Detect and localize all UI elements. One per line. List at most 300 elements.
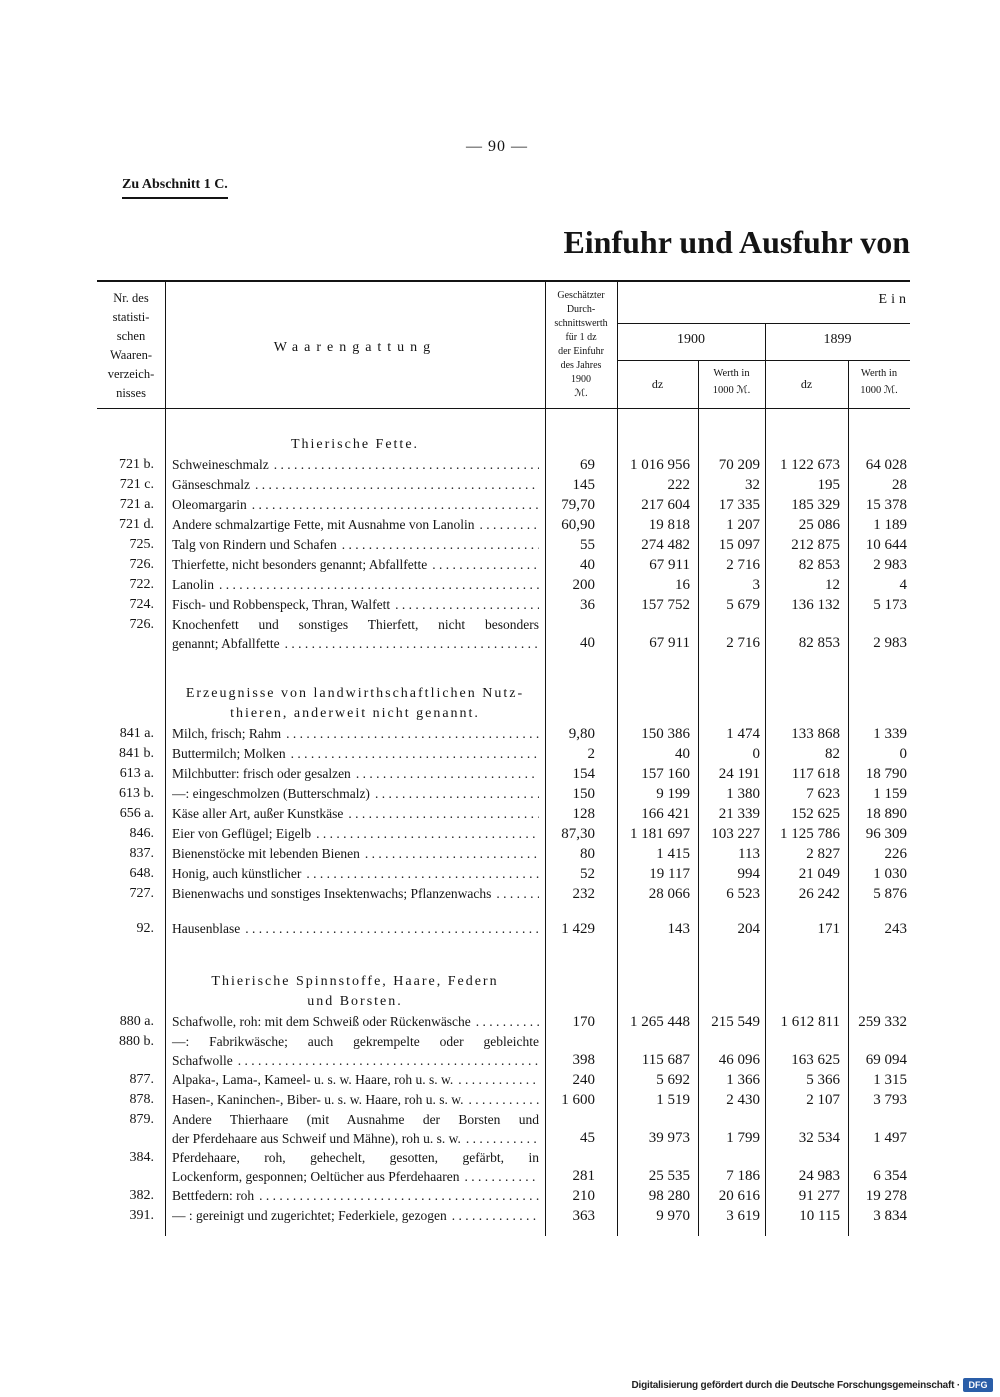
import-dz-1900: 67 911 bbox=[649, 557, 690, 573]
goods-description bbox=[165, 1012, 545, 1032]
header-year-1899: 1899 bbox=[823, 332, 852, 347]
dot-leader bbox=[343, 804, 539, 824]
import-dz-1899: 185 329 bbox=[791, 497, 840, 513]
goods-text: Fisch- und Robbenspeck, Thran, Walfett bbox=[172, 597, 391, 612]
group-header-rule bbox=[617, 323, 910, 324]
goods-description bbox=[165, 1186, 545, 1206]
dot-leader bbox=[280, 635, 539, 653]
dot-leader bbox=[301, 864, 539, 884]
table-row bbox=[97, 495, 910, 515]
goods-line bbox=[172, 864, 539, 884]
header-value-1899 bbox=[848, 365, 910, 399]
row-number: 721 a. bbox=[119, 497, 154, 512]
dot-leader bbox=[447, 1206, 539, 1226]
header-line: des Jahres bbox=[560, 360, 602, 371]
import-dz-1900: 25 535 bbox=[648, 1168, 690, 1184]
goods-text: — : gereinigt und zugerichtet; Federkiele, gezogen bbox=[172, 1208, 447, 1223]
goods-description bbox=[165, 1070, 545, 1090]
dot-leader bbox=[233, 1052, 539, 1070]
goods-text: Milchbutter: frisch oder gesalzen bbox=[172, 766, 351, 781]
table-row bbox=[97, 575, 910, 595]
table-row bbox=[97, 764, 910, 784]
row-number: 880 b. bbox=[119, 1034, 154, 1049]
import-dz-1900: 1 181 697 bbox=[630, 826, 690, 842]
avg-value-per-dz: 281 bbox=[572, 1168, 595, 1184]
import-value-1899: 226 bbox=[884, 846, 907, 862]
row-number: 841 a. bbox=[119, 726, 154, 741]
goods-text: Talg von Rindern und Schafen bbox=[172, 537, 337, 552]
goods-text: genannt; Abfallfette bbox=[172, 636, 280, 651]
table-row bbox=[97, 1090, 910, 1110]
avg-value-per-dz: 170 bbox=[572, 1014, 595, 1030]
import-dz-1899: 212 875 bbox=[791, 537, 840, 553]
import-dz-1899: 12 bbox=[825, 577, 840, 593]
import-value-1900: 24 191 bbox=[718, 766, 760, 782]
table-row bbox=[97, 535, 910, 555]
import-value-1900: 20 616 bbox=[718, 1188, 760, 1204]
goods-text: Oleomargarin bbox=[172, 497, 247, 512]
header-line: Waaren- bbox=[109, 348, 153, 362]
dot-leader bbox=[250, 475, 539, 495]
table-row bbox=[97, 615, 910, 653]
goods-description bbox=[165, 744, 545, 764]
import-value-1899: 10 644 bbox=[865, 537, 907, 553]
header-line: Durch- bbox=[566, 304, 596, 315]
import-dz-1900: 150 386 bbox=[641, 726, 690, 742]
import-dz-1900: 1 415 bbox=[656, 846, 690, 862]
dot-leader bbox=[370, 784, 539, 804]
import-dz-1900: 40 bbox=[675, 746, 690, 762]
goods-description bbox=[165, 535, 545, 555]
import-dz-1899: 1 122 673 bbox=[780, 457, 840, 473]
dot-leader bbox=[247, 495, 539, 515]
import-dz-1900: 67 911 bbox=[649, 635, 690, 651]
import-value-1899: 5 173 bbox=[873, 597, 907, 613]
import-value-1899: 2 983 bbox=[873, 635, 907, 651]
import-dz-1900: 98 280 bbox=[648, 1188, 690, 1204]
year-header-rule bbox=[617, 360, 910, 361]
goods-line bbox=[172, 1130, 539, 1148]
import-dz-1900: 39 973 bbox=[648, 1130, 690, 1146]
import-dz-1899: 82 bbox=[825, 746, 840, 762]
import-value-1900: 0 bbox=[752, 746, 760, 762]
table-row bbox=[97, 1206, 910, 1226]
header-line: 1900 bbox=[571, 374, 591, 385]
import-value-1899: 64 028 bbox=[865, 457, 907, 473]
goods-line bbox=[172, 764, 539, 784]
goods-description bbox=[165, 495, 545, 515]
import-value-1900: 994 bbox=[737, 866, 760, 882]
avg-value-per-dz: 232 bbox=[572, 886, 595, 902]
header-line: schen bbox=[116, 329, 146, 343]
goods-description bbox=[165, 575, 545, 595]
import-value-1900: 2 716 bbox=[726, 635, 760, 651]
goods-description bbox=[165, 844, 545, 864]
import-dz-1899: 1 612 811 bbox=[780, 1014, 840, 1030]
dot-leader bbox=[471, 1012, 539, 1032]
row-number: 726. bbox=[129, 557, 154, 572]
goods-description bbox=[165, 919, 545, 939]
goods-text: Käse aller Art, außer Kunstkäse bbox=[172, 806, 344, 821]
table-top-rule bbox=[97, 280, 910, 282]
row-number: 877. bbox=[129, 1072, 154, 1087]
table-row bbox=[97, 515, 910, 535]
import-value-1900: 3 619 bbox=[726, 1208, 760, 1224]
goods-description bbox=[165, 555, 545, 575]
table-row bbox=[97, 1032, 910, 1070]
table-row bbox=[97, 1110, 910, 1148]
goods-description bbox=[165, 515, 545, 535]
header-line: verzeich- bbox=[107, 367, 155, 381]
goods-description bbox=[165, 784, 545, 804]
import-value-1899: 1 159 bbox=[873, 786, 907, 802]
goods-line bbox=[172, 824, 539, 844]
section-title bbox=[165, 435, 545, 455]
row-number: 721 c. bbox=[119, 477, 154, 492]
header-line: Nr. des bbox=[113, 291, 149, 305]
goods-line bbox=[172, 455, 539, 475]
avg-value-per-dz: 55 bbox=[580, 537, 595, 553]
dot-leader bbox=[254, 1186, 539, 1206]
import-value-1899: 19 278 bbox=[865, 1188, 907, 1204]
row-number: 725. bbox=[129, 537, 154, 552]
goods-line bbox=[172, 744, 539, 764]
dot-leader bbox=[427, 555, 539, 575]
import-dz-1899: 32 534 bbox=[798, 1130, 840, 1146]
digitization-credit: Digitalisierung gefördert durch die Deutsche Forschungsgemeinschaft · bbox=[631, 1380, 960, 1391]
goods-text: Gänseschmalz bbox=[172, 477, 250, 492]
table-section bbox=[97, 684, 910, 904]
import-value-1900: 5 679 bbox=[726, 597, 760, 613]
goods-line bbox=[172, 1012, 539, 1032]
row-number: 726. bbox=[129, 617, 154, 632]
goods-line bbox=[172, 1186, 539, 1206]
dot-leader bbox=[460, 1168, 539, 1186]
import-dz-1899: 136 132 bbox=[791, 597, 840, 613]
import-value-1900: 2 716 bbox=[726, 557, 760, 573]
import-dz-1900: 9 199 bbox=[656, 786, 690, 802]
page-number: — 90 — bbox=[466, 138, 528, 155]
import-value-1899: 96 309 bbox=[865, 826, 907, 842]
import-dz-1899: 133 868 bbox=[791, 726, 840, 742]
goods-line bbox=[172, 1090, 539, 1110]
import-dz-1900: 9 970 bbox=[656, 1208, 690, 1224]
dot-leader bbox=[491, 884, 539, 904]
import-value-1899: 4 bbox=[899, 577, 907, 593]
import-value-1900: 32 bbox=[745, 477, 760, 493]
table-row bbox=[97, 844, 910, 864]
table-row bbox=[97, 1148, 910, 1186]
row-number: 613 b. bbox=[119, 786, 154, 801]
import-dz-1899: 152 625 bbox=[791, 806, 840, 822]
goods-line bbox=[172, 919, 539, 939]
import-value-1900: 1 380 bbox=[726, 786, 760, 802]
avg-value-per-dz: 45 bbox=[580, 1130, 595, 1146]
header-avg-value-column bbox=[545, 289, 617, 401]
goods-description bbox=[165, 475, 545, 495]
import-dz-1899: 82 853 bbox=[798, 635, 840, 651]
goods-line bbox=[172, 635, 539, 653]
table-row bbox=[97, 724, 910, 744]
page-title: Einfuhr und Ausfuhr von bbox=[563, 224, 910, 260]
goods-text: Honig, auch künstlicher bbox=[172, 866, 302, 881]
import-value-1899: 259 332 bbox=[858, 1014, 907, 1030]
import-value-1899: 1 189 bbox=[873, 517, 907, 533]
row-number: 656 a. bbox=[119, 806, 154, 821]
import-value-1899: 0 bbox=[899, 746, 907, 762]
import-dz-1900: 19 117 bbox=[649, 866, 690, 882]
import-value-1900: 15 097 bbox=[718, 537, 760, 553]
row-number: 721 d. bbox=[119, 517, 154, 532]
goods-description bbox=[165, 455, 545, 475]
import-dz-1899: 21 049 bbox=[798, 866, 840, 882]
table-row bbox=[97, 1186, 910, 1206]
goods-line bbox=[172, 515, 539, 535]
row-number: 648. bbox=[129, 866, 154, 881]
header-line: statisti- bbox=[112, 310, 150, 324]
goods-text: Hasen-, Kaninchen-, Biber- u. s. w. Haare, roh u. s. w. bbox=[172, 1092, 464, 1107]
dot-leader bbox=[475, 515, 539, 535]
goods-line bbox=[172, 1052, 539, 1070]
avg-value-per-dz: 210 bbox=[572, 1188, 595, 1204]
goods-text: Schweineschmalz bbox=[172, 457, 269, 472]
import-value-1900: 3 bbox=[752, 577, 760, 593]
avg-value-per-dz: 87,30 bbox=[561, 826, 595, 842]
import-value-1899: 1 030 bbox=[873, 866, 907, 882]
import-dz-1899: 163 625 bbox=[791, 1052, 840, 1068]
import-dz-1899: 91 277 bbox=[798, 1188, 840, 1204]
import-dz-1899: 171 bbox=[817, 921, 840, 937]
import-value-1900: 7 186 bbox=[726, 1168, 760, 1184]
import-value-1900: 103 227 bbox=[711, 826, 760, 842]
goods-line bbox=[172, 1206, 539, 1226]
goods-description bbox=[165, 1148, 545, 1186]
avg-value-per-dz: 52 bbox=[580, 866, 595, 882]
row-number: 613 a. bbox=[119, 766, 154, 781]
row-number: 722. bbox=[129, 577, 154, 592]
goods-text: Alpaka-, Lama-, Kameel- u. s. w. Haare, roh u. s. w. bbox=[172, 1072, 454, 1087]
section-title bbox=[165, 684, 545, 724]
header-line: für 1 dz bbox=[565, 332, 597, 343]
goods-description bbox=[165, 804, 545, 824]
avg-value-per-dz: 398 bbox=[572, 1052, 595, 1068]
table-section bbox=[97, 972, 910, 1226]
header-number-column bbox=[97, 289, 165, 403]
import-dz-1899: 2 827 bbox=[806, 846, 840, 862]
dot-leader bbox=[351, 764, 539, 784]
import-value-1900: 1 799 bbox=[726, 1130, 760, 1146]
avg-value-per-dz: 2 bbox=[587, 746, 595, 762]
import-dz-1900: 166 421 bbox=[641, 806, 690, 822]
import-dz-1899: 117 618 bbox=[791, 766, 840, 782]
goods-line bbox=[172, 555, 539, 575]
table-section bbox=[97, 435, 910, 653]
header-value-1900 bbox=[698, 365, 765, 399]
avg-value-per-dz: 36 bbox=[580, 597, 595, 613]
table-row bbox=[97, 804, 910, 824]
import-dz-1899: 82 853 bbox=[798, 557, 840, 573]
import-value-1899: 15 378 bbox=[865, 497, 907, 513]
import-dz-1900: 222 bbox=[667, 477, 690, 493]
section-title-line: Thierische Fette. bbox=[290, 437, 420, 452]
goods-description bbox=[165, 615, 545, 653]
import-dz-1899: 195 bbox=[817, 477, 840, 493]
import-value-1899: 243 bbox=[884, 921, 907, 937]
table-row bbox=[97, 744, 910, 764]
import-dz-1900: 19 818 bbox=[648, 517, 690, 533]
row-number: 391. bbox=[129, 1208, 154, 1223]
avg-value-per-dz: 40 bbox=[580, 557, 595, 573]
row-number: 92. bbox=[136, 921, 154, 936]
dfg-logo: DFG bbox=[963, 1378, 993, 1392]
goods-text: Thierfette, nicht besonders genannt; Abfallfette bbox=[172, 557, 428, 572]
goods-text: Hausenblase bbox=[172, 921, 241, 936]
import-value-1899: 18 890 bbox=[865, 806, 907, 822]
header-line: schnittswerth bbox=[554, 318, 608, 329]
goods-text: Eier von Geflügel; Eigelb bbox=[172, 826, 312, 841]
section-title-line: Erzeugnisse von landwirthschaftlichen Nutz- bbox=[185, 686, 525, 701]
row-number: 841 b. bbox=[119, 746, 154, 761]
table-row bbox=[97, 884, 910, 904]
import-value-1900: 46 096 bbox=[718, 1052, 760, 1068]
import-value-1900: 1 207 bbox=[726, 517, 760, 533]
table-row bbox=[97, 919, 910, 939]
section-reference: Zu Abschnitt 1 C. bbox=[122, 176, 228, 199]
import-dz-1900: 5 692 bbox=[656, 1072, 690, 1088]
goods-text: Bienenstöcke mit lebenden Bienen bbox=[172, 846, 360, 861]
dot-leader bbox=[311, 824, 539, 844]
goods-text: —: eingeschmolzen (Butterschmalz) bbox=[172, 786, 370, 801]
goods-description bbox=[165, 1206, 545, 1226]
goods-text: Milch, frisch; Rahm bbox=[172, 726, 282, 741]
import-value-1900: 6 523 bbox=[726, 886, 760, 902]
goods-description bbox=[165, 595, 545, 615]
goods-text: Buttermilch; Molken bbox=[172, 746, 286, 761]
goods-line bbox=[172, 784, 539, 804]
avg-value-per-dz: 40 bbox=[580, 635, 595, 651]
header-line: Werth in bbox=[713, 368, 750, 379]
import-dz-1900: 217 604 bbox=[641, 497, 690, 513]
table-body bbox=[97, 409, 910, 1226]
table-row bbox=[97, 475, 910, 495]
import-dz-1899: 25 086 bbox=[798, 517, 840, 533]
import-value-1900: 215 549 bbox=[711, 1014, 760, 1030]
goods-line bbox=[172, 804, 539, 824]
import-dz-1900: 1 016 956 bbox=[630, 457, 690, 473]
avg-value-per-dz: 145 bbox=[572, 477, 595, 493]
row-number: 837. bbox=[129, 846, 154, 861]
import-dz-1899: 7 623 bbox=[806, 786, 840, 802]
import-value-1900: 113 bbox=[738, 846, 760, 862]
import-value-1899: 1 315 bbox=[873, 1072, 907, 1088]
import-value-1899: 5 876 bbox=[873, 886, 907, 902]
dot-leader bbox=[453, 1070, 539, 1090]
goods-text: Bienenwachs und sonstiges Insektenwachs; Pflanzenwachs bbox=[172, 886, 492, 901]
import-value-1899: 1 497 bbox=[873, 1130, 907, 1146]
goods-line bbox=[172, 724, 539, 744]
row-number: 879. bbox=[129, 1112, 154, 1127]
table-row bbox=[97, 784, 910, 804]
header-line: Geschätzter bbox=[557, 290, 605, 301]
row-number: 384. bbox=[129, 1150, 154, 1165]
header-line: 1000 ℳ. bbox=[712, 385, 751, 396]
dot-leader bbox=[337, 535, 539, 555]
header-import-group: Ein bbox=[878, 292, 910, 307]
avg-value-per-dz: 240 bbox=[572, 1072, 595, 1088]
import-dz-1900: 115 687 bbox=[641, 1052, 690, 1068]
goods-line bbox=[172, 1070, 539, 1090]
goods-line bbox=[172, 1168, 539, 1186]
table-row bbox=[97, 1070, 910, 1090]
dot-leader bbox=[281, 724, 539, 744]
header-dz-1899: dz bbox=[800, 377, 813, 391]
goods-line: Pferdehaare, roh, gehechelt, gesotten, gefärbt, in bbox=[172, 1150, 539, 1165]
import-dz-1900: 16 bbox=[675, 577, 690, 593]
section-title-line: und Borsten. bbox=[307, 994, 403, 1009]
import-dz-1900: 143 bbox=[667, 921, 690, 937]
goods-text: Lanolin bbox=[172, 577, 214, 592]
section-title-line: Thierische Spinnstoffe, Haare, Federn bbox=[211, 974, 499, 989]
avg-value-per-dz: 60,90 bbox=[561, 517, 595, 533]
dot-leader bbox=[214, 575, 539, 595]
header-line: der Einfuhr bbox=[558, 346, 604, 357]
import-value-1899: 3 793 bbox=[873, 1092, 907, 1108]
table-row bbox=[97, 1012, 910, 1032]
table-row bbox=[97, 824, 910, 844]
goods-text: Bettfedern: roh bbox=[172, 1188, 255, 1203]
goods-line bbox=[172, 535, 539, 555]
goods-description bbox=[165, 764, 545, 784]
import-value-1899: 69 094 bbox=[865, 1052, 907, 1068]
avg-value-per-dz: 1 429 bbox=[561, 921, 595, 937]
table-row bbox=[97, 595, 910, 615]
import-dz-1900: 1 265 448 bbox=[630, 1014, 690, 1030]
header-line: nisses bbox=[116, 386, 146, 400]
goods-text: der Pferdehaare aus Schweif und Mähne), roh u. s. w. bbox=[172, 1131, 461, 1146]
import-dz-1899: 5 366 bbox=[806, 1072, 840, 1088]
avg-value-per-dz: 79,70 bbox=[561, 497, 595, 513]
import-value-1900: 70 209 bbox=[718, 457, 760, 473]
import-dz-1900: 28 066 bbox=[648, 886, 690, 902]
avg-value-per-dz: 154 bbox=[572, 766, 595, 782]
dot-leader bbox=[464, 1090, 539, 1110]
table-row bbox=[97, 555, 910, 575]
statistics-table bbox=[97, 280, 910, 1236]
goods-text: Lockenform, gesponnen; Oeltücher aus Pferdehaaren bbox=[172, 1169, 460, 1184]
goods-line bbox=[172, 575, 539, 595]
goods-line: —: Fabrikwäsche; auch gekrempelte oder gebleichte bbox=[172, 1034, 539, 1049]
import-value-1899: 18 790 bbox=[865, 766, 907, 782]
goods-line: Knochenfett und sonstiges Thierfett, nicht besonders bbox=[172, 617, 539, 632]
avg-value-per-dz: 200 bbox=[572, 577, 595, 593]
header-line: 1000 ℳ. bbox=[860, 385, 898, 396]
header-line: Werth in bbox=[860, 368, 898, 379]
import-value-1900: 1 474 bbox=[726, 726, 760, 742]
dot-leader bbox=[390, 595, 539, 615]
import-dz-1900: 157 160 bbox=[641, 766, 690, 782]
row-number: 727. bbox=[129, 886, 154, 901]
dot-leader bbox=[461, 1130, 539, 1148]
import-dz-1899: 24 983 bbox=[798, 1168, 840, 1184]
row-number: 721 b. bbox=[119, 457, 154, 472]
goods-description bbox=[165, 1032, 545, 1070]
goods-line bbox=[172, 495, 539, 515]
goods-line: Andere Thierhaare (mit Ausnahme der Borsten und bbox=[172, 1112, 539, 1127]
avg-value-per-dz: 128 bbox=[572, 806, 595, 822]
import-dz-1899: 10 115 bbox=[799, 1208, 840, 1224]
import-dz-1899: 1 125 786 bbox=[780, 826, 840, 842]
goods-description bbox=[165, 724, 545, 744]
